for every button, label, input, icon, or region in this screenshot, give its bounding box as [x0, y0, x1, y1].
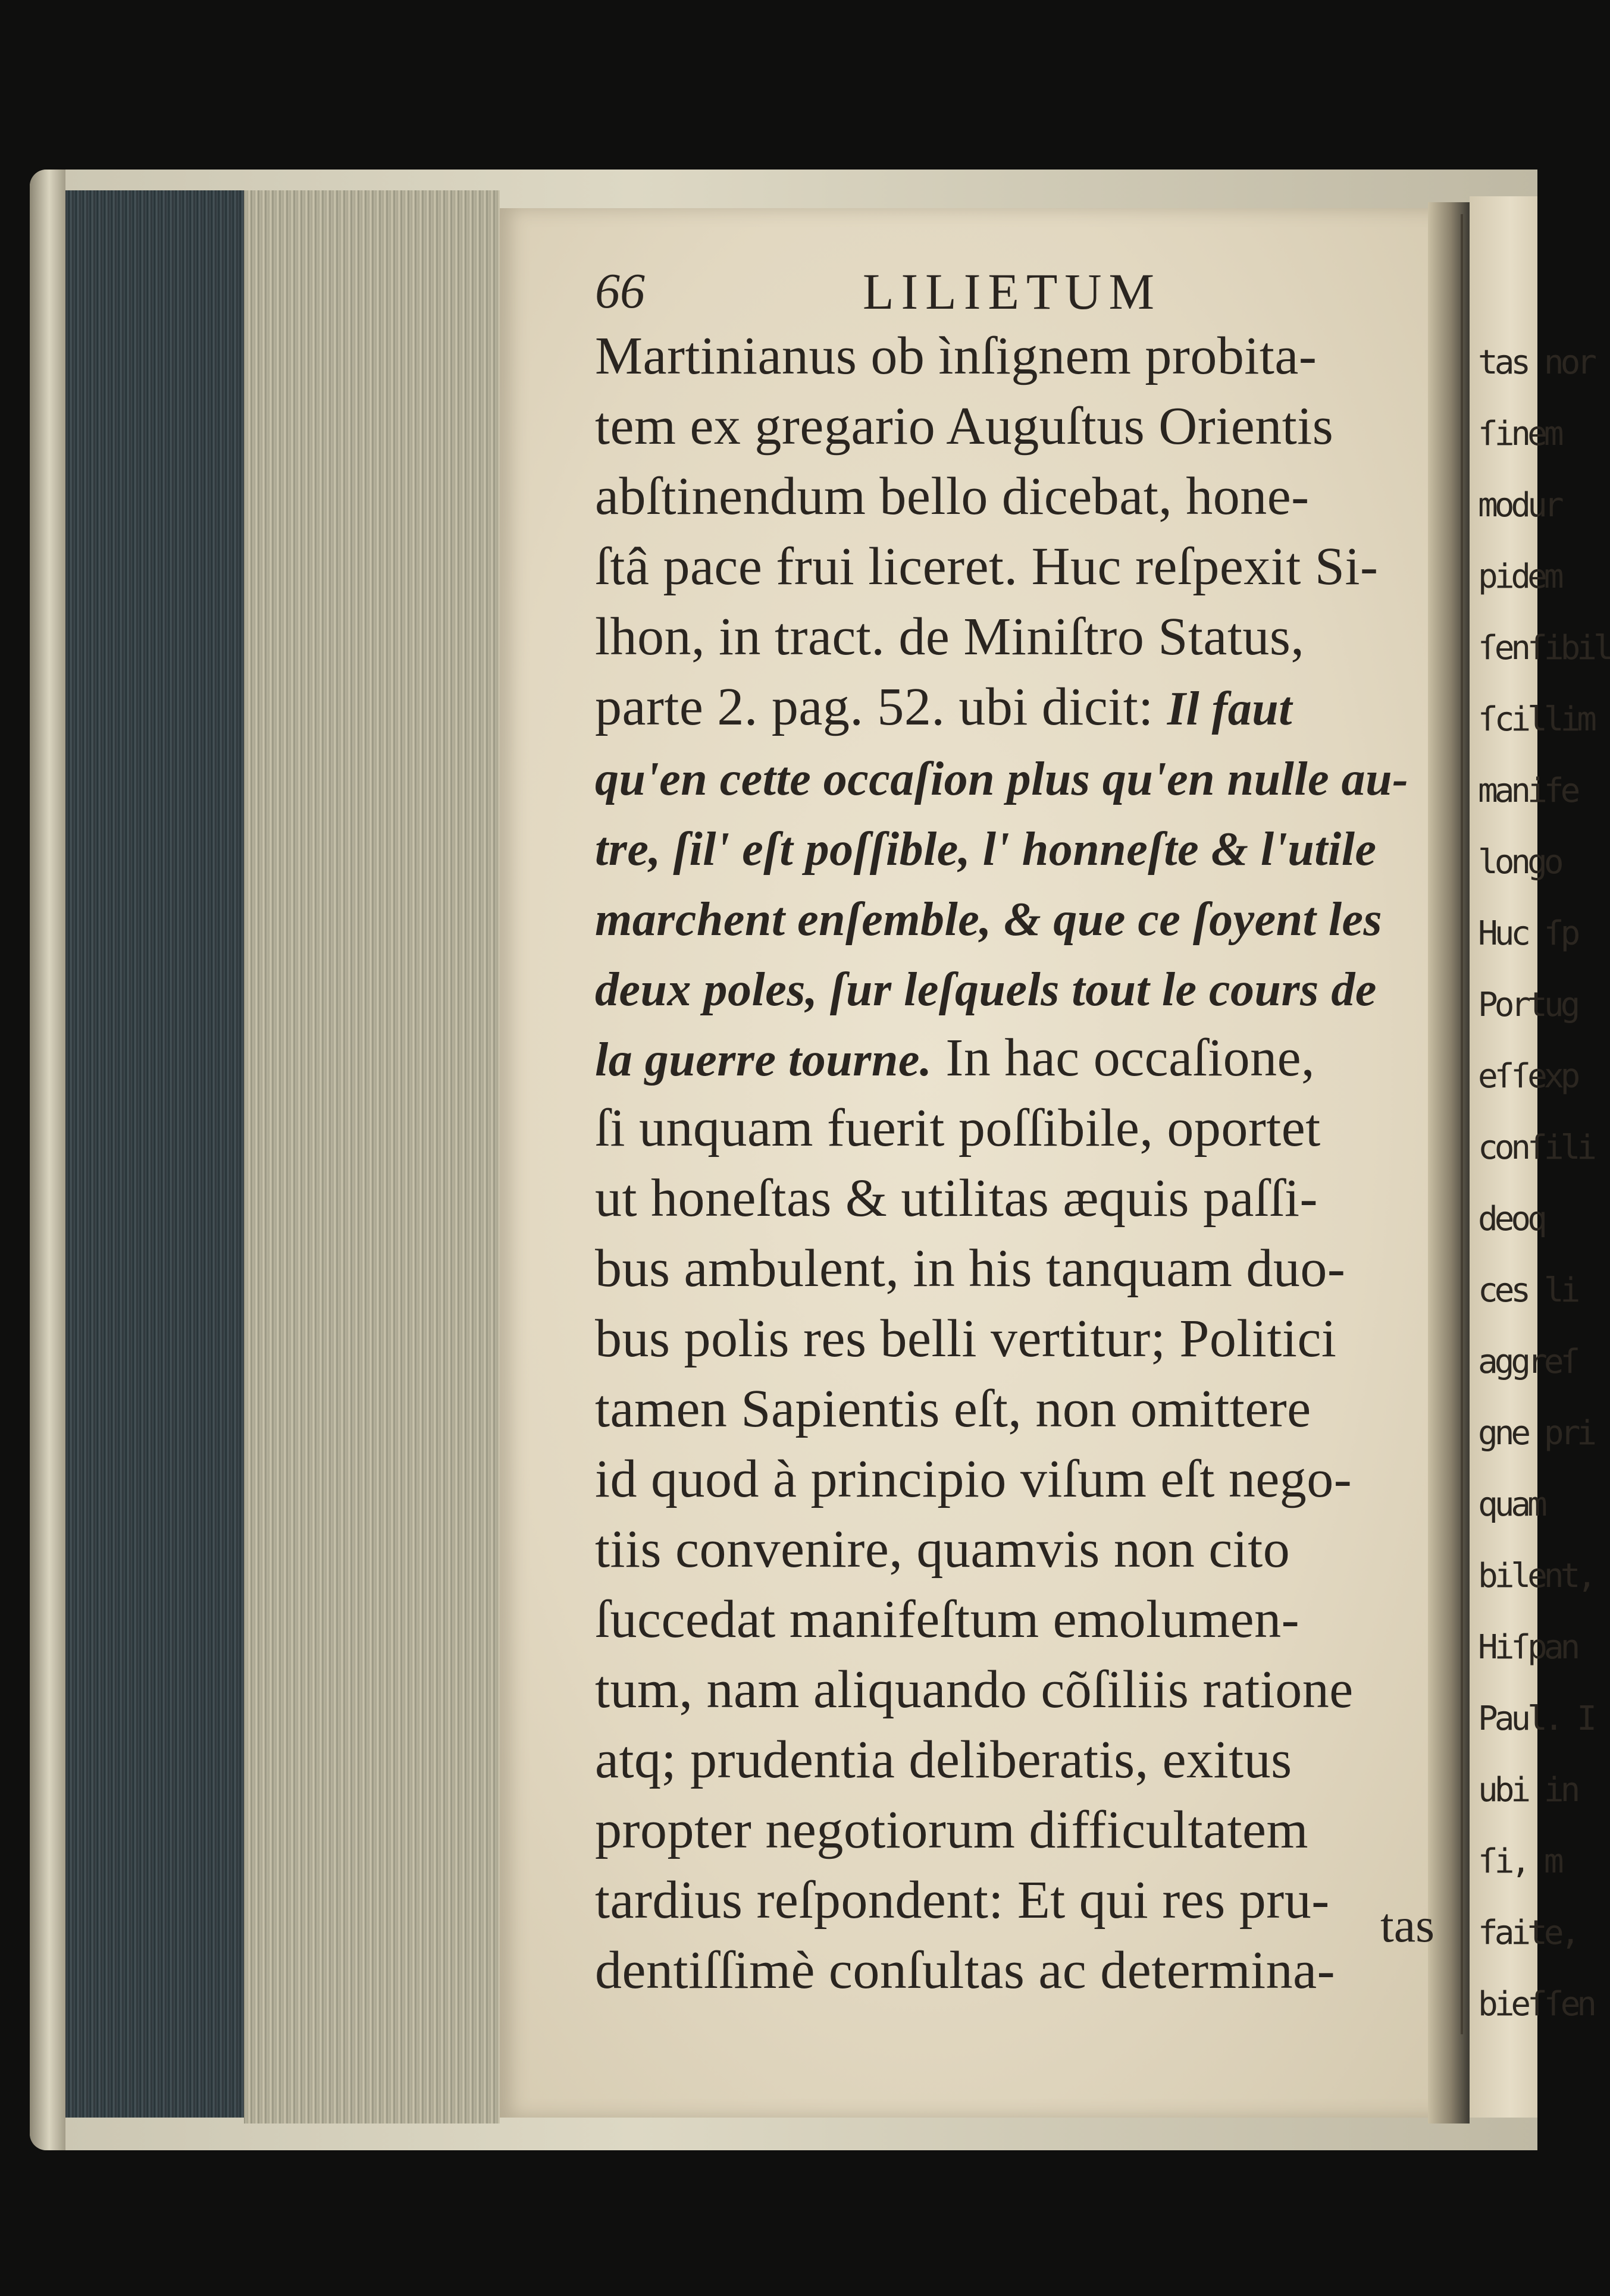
- text-line: [595, 532, 1440, 602]
- text-line: [595, 672, 1440, 742]
- text-line: [595, 1936, 1440, 2006]
- italic-quote: deux poles, ſur leſquels tout le cours de: [595, 964, 1377, 1016]
- text-line: [595, 1514, 1440, 1585]
- text-line: [595, 602, 1440, 672]
- text-run: abſtinendum bello dicebat, hone-: [595, 467, 1310, 526]
- text-line: [595, 391, 1440, 462]
- next-page-fragment: bilent,: [1478, 1557, 1594, 1595]
- text-line: [595, 1725, 1440, 1795]
- text-line: [595, 1374, 1440, 1444]
- text-run: bus polis res belli vertitur; Politici: [595, 1309, 1337, 1368]
- next-page-fragment: gne pri: [1478, 1414, 1594, 1453]
- text-run: ut honeſtas & utilitas æquis paſſi-: [595, 1169, 1318, 1228]
- next-page-fragment: faite,: [1478, 1914, 1577, 1952]
- text-run: ſtâ pace frui liceret. Huc reſpexit Si-: [595, 537, 1379, 596]
- next-page-fragment: pidem: [1478, 557, 1561, 596]
- text-line: [595, 883, 1440, 953]
- next-page-fragment: ſcillim: [1478, 700, 1594, 739]
- text-run: dentiſſimè conſultas ac determina-: [595, 1941, 1336, 2000]
- text-line: [595, 321, 1440, 391]
- text-line: [595, 1585, 1440, 1655]
- text-run: tem ex gregario Auguſtus Orientis: [595, 397, 1334, 456]
- text-run: Martinianus ob ìnſignem probita-: [595, 327, 1317, 385]
- page-number: 66: [595, 264, 645, 319]
- catchword: tas: [1380, 1898, 1435, 1952]
- text-run: tum, nam aliquando cõſiliis ratione: [595, 1660, 1354, 1719]
- text-line: [595, 1023, 1440, 1093]
- next-page-fragment: ſinem: [1478, 415, 1561, 453]
- next-page-fragment: eſſexp: [1478, 1057, 1577, 1096]
- text-line: [595, 1655, 1440, 1725]
- next-page-fragment: conſili: [1478, 1128, 1594, 1167]
- text-run: bus ambulent, in his tanquam duo-: [595, 1239, 1346, 1298]
- next-page-fragment: bieſſen: [1478, 1985, 1594, 2024]
- right-page-fragment: [1470, 196, 1610, 2118]
- next-page-fragment: deoq: [1478, 1200, 1544, 1238]
- text-run: tamen Sapientis eſt, non omittere: [595, 1379, 1311, 1438]
- text-line: [595, 742, 1440, 813]
- text-line: [595, 1795, 1440, 1865]
- next-page-fragment: quam: [1478, 1485, 1544, 1524]
- next-page-fragment: Portug: [1478, 986, 1577, 1024]
- running-head: LILIETUM: [863, 263, 1161, 320]
- body-text: [595, 321, 1440, 2006]
- next-page-fragment: Paul. I: [1478, 1699, 1594, 1738]
- text-line: [595, 1093, 1440, 1163]
- italic-quote: Il faut: [1167, 683, 1293, 735]
- text-line: [595, 953, 1440, 1023]
- text-run: ſuccedat manifeſtum emolumen-: [595, 1590, 1300, 1649]
- next-page-fragment: Huc ſp: [1478, 914, 1577, 953]
- text-run: id quod à principio viſum eſt nego-: [595, 1450, 1352, 1508]
- next-page-fragment: ces li: [1478, 1271, 1577, 1310]
- text-run: tardius reſpondent: Et qui res pru-: [595, 1871, 1330, 1930]
- book-spine-edge: [30, 170, 65, 2150]
- next-page-fragment: longo: [1478, 843, 1561, 882]
- text-line: [595, 1163, 1440, 1234]
- text-run: atq; prudentia deliberatis, exitus: [595, 1730, 1292, 1789]
- italic-quote: la guerre tourne.: [595, 1034, 932, 1086]
- text-line: [595, 1234, 1440, 1304]
- next-page-fragment: ſenſibil: [1478, 629, 1610, 667]
- next-page-fragment: Hiſpan: [1478, 1628, 1577, 1667]
- text-line: [595, 1444, 1440, 1514]
- page-block-edge: [65, 190, 244, 2118]
- next-page-fragment: modur: [1478, 486, 1561, 525]
- next-page-fragment: ſi, m: [1478, 1842, 1561, 1881]
- text-run: lhon, in tract. de Miniſtro Status,: [595, 607, 1305, 666]
- text-run: tiis convenire, quamvis non cito: [595, 1520, 1290, 1579]
- text-line: [595, 1304, 1440, 1374]
- text-run: propter negotiorum difficultatem: [595, 1801, 1309, 1859]
- margin-rule: [1461, 214, 1463, 2034]
- text-run: parte 2. pag. 52. ubi dicit:: [595, 677, 1167, 736]
- italic-quote: qu'en cette occaſion plus qu'en nulle au-: [595, 753, 1409, 805]
- text-run: In hac occaſione,: [932, 1028, 1315, 1087]
- page-stack: [244, 190, 500, 2124]
- text-line: [595, 462, 1440, 532]
- next-page-fragment: tas nor: [1478, 343, 1594, 382]
- italic-quote: tre, ſil' eſt poſſible, l' honneſte & l'utile: [595, 823, 1377, 876]
- next-page-fragment: manife: [1478, 771, 1577, 810]
- next-page-fragment: ubi in: [1478, 1771, 1577, 1809]
- text-run: ſi unquam fuerit poſſibile, oportet: [595, 1099, 1321, 1158]
- next-page-fragment: aggreſ: [1478, 1343, 1577, 1381]
- italic-quote: marchent enſemble, & que ce ſoyent les: [595, 893, 1383, 946]
- text-line: [595, 813, 1440, 883]
- text-line: [595, 1865, 1440, 1936]
